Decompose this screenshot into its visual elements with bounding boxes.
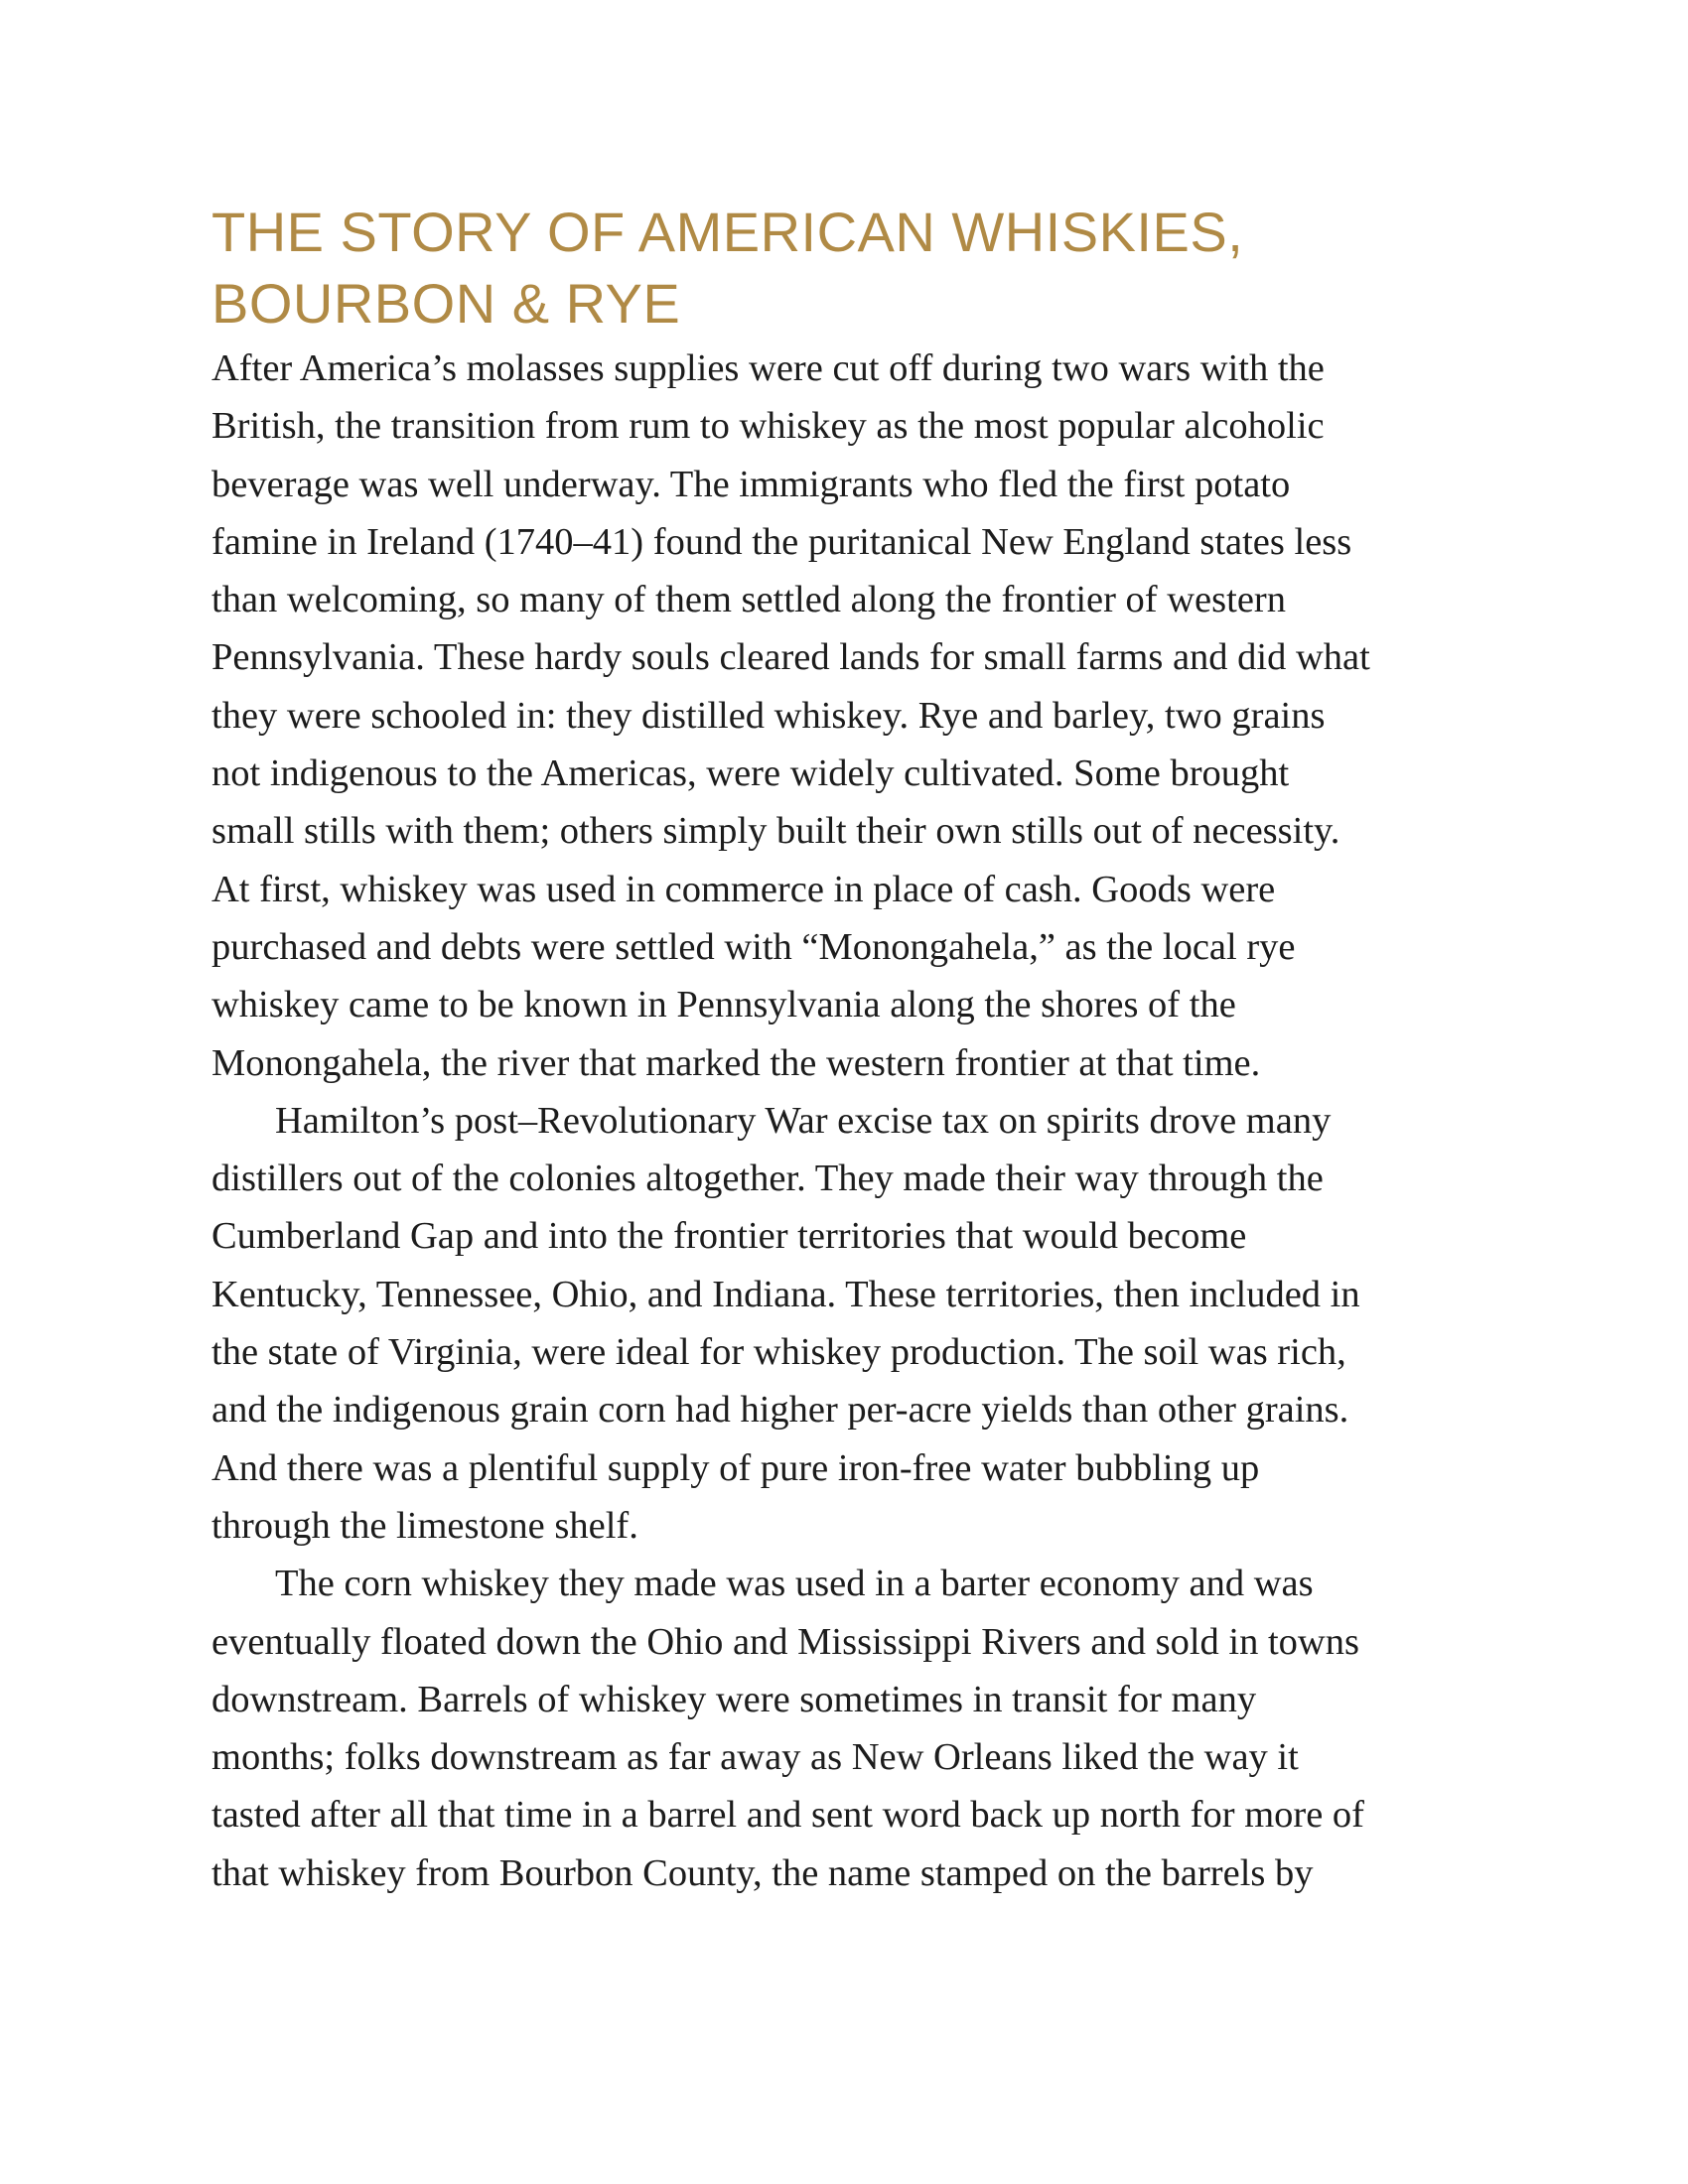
text-line: The corn whiskey they made was used in a barter economy and was — [275, 1563, 1314, 1605]
chapter-heading — [211, 197, 1502, 340]
text-line: downstream. Barrels of whiskey were sometimes in transit for many — [211, 1678, 1257, 1720]
text-line: through the limestone shelf. — [211, 1504, 638, 1547]
text-line: distillers out of the colonies altogether. They made their way through the — [211, 1158, 1324, 1200]
text-line: months; folks downstream as far away as New Orleans liked the way it — [211, 1736, 1299, 1779]
text-line: eventually floated down the Ohio and Mississippi Rivers and sold in towns — [211, 1620, 1359, 1663]
text-line: Monongahela, the river that marked the western frontier at that time. — [211, 1041, 1261, 1084]
text-line: than welcoming, so many of them settled along the frontier of western — [211, 579, 1286, 621]
text-line: beverage was well underway. The immigrants who fled the first potato — [211, 463, 1291, 505]
chapter-heading-line-1: THE STORY OF AMERICAN WHISKIES, — [211, 201, 1244, 263]
text-line: tasted after all that time in a barrel and sent word back up north for more of — [211, 1794, 1364, 1837]
text-line: whiskey came to be known in Pennsylvania along the shores of the — [211, 984, 1236, 1026]
body-text — [211, 340, 1482, 1902]
paragraph-3 — [211, 1555, 1482, 1902]
text-line: Cumberland Gap and into the frontier territories that would become — [211, 1215, 1247, 1258]
text-line: Pennsylvania. These hardy souls cleared lands for small farms and did what — [211, 636, 1370, 679]
text-line: After America’s molasses supplies were cut off during two wars with the — [211, 347, 1325, 389]
text-line: At first, whiskey was used in commerce in place of cash. Goods were — [211, 868, 1276, 910]
text-line: And there was a plentiful supply of pure iron-free water bubbling up — [211, 1446, 1260, 1489]
text-line: Hamilton’s post–Revolutionary War excise tax on spirits drove many — [275, 1099, 1332, 1142]
text-line: small stills with them; others simply built their own stills out of necessity. — [211, 810, 1340, 853]
text-line: the state of Virginia, were ideal for whiskey production. The soil was rich, — [211, 1331, 1346, 1374]
text-line: that whiskey from Bourbon County, the name stamped on the barrels by — [211, 1851, 1314, 1894]
chapter-heading-line-2: BOURBON & RYE — [211, 272, 681, 335]
text-line: purchased and debts were settled with “Monongahela,” as the local rye — [211, 925, 1296, 968]
text-line: Kentucky, Tennessee, Ohio, and Indiana. These territories, then included in — [211, 1273, 1360, 1315]
text-line: and the indigenous grain corn had higher per-acre yields than other grains. — [211, 1389, 1349, 1432]
text-line: not indigenous to the Americas, were widely cultivated. Some brought — [211, 752, 1290, 795]
text-line: famine in Ireland (1740–41) found the puritanical New England states less — [211, 520, 1352, 563]
paragraph-1 — [211, 340, 1482, 1092]
text-line: they were schooled in: they distilled whiskey. Rye and barley, two grains — [211, 694, 1326, 737]
text-line: British, the transition from rum to whiskey as the most popular alcoholic — [211, 405, 1325, 448]
paragraph-2 — [211, 1092, 1482, 1555]
